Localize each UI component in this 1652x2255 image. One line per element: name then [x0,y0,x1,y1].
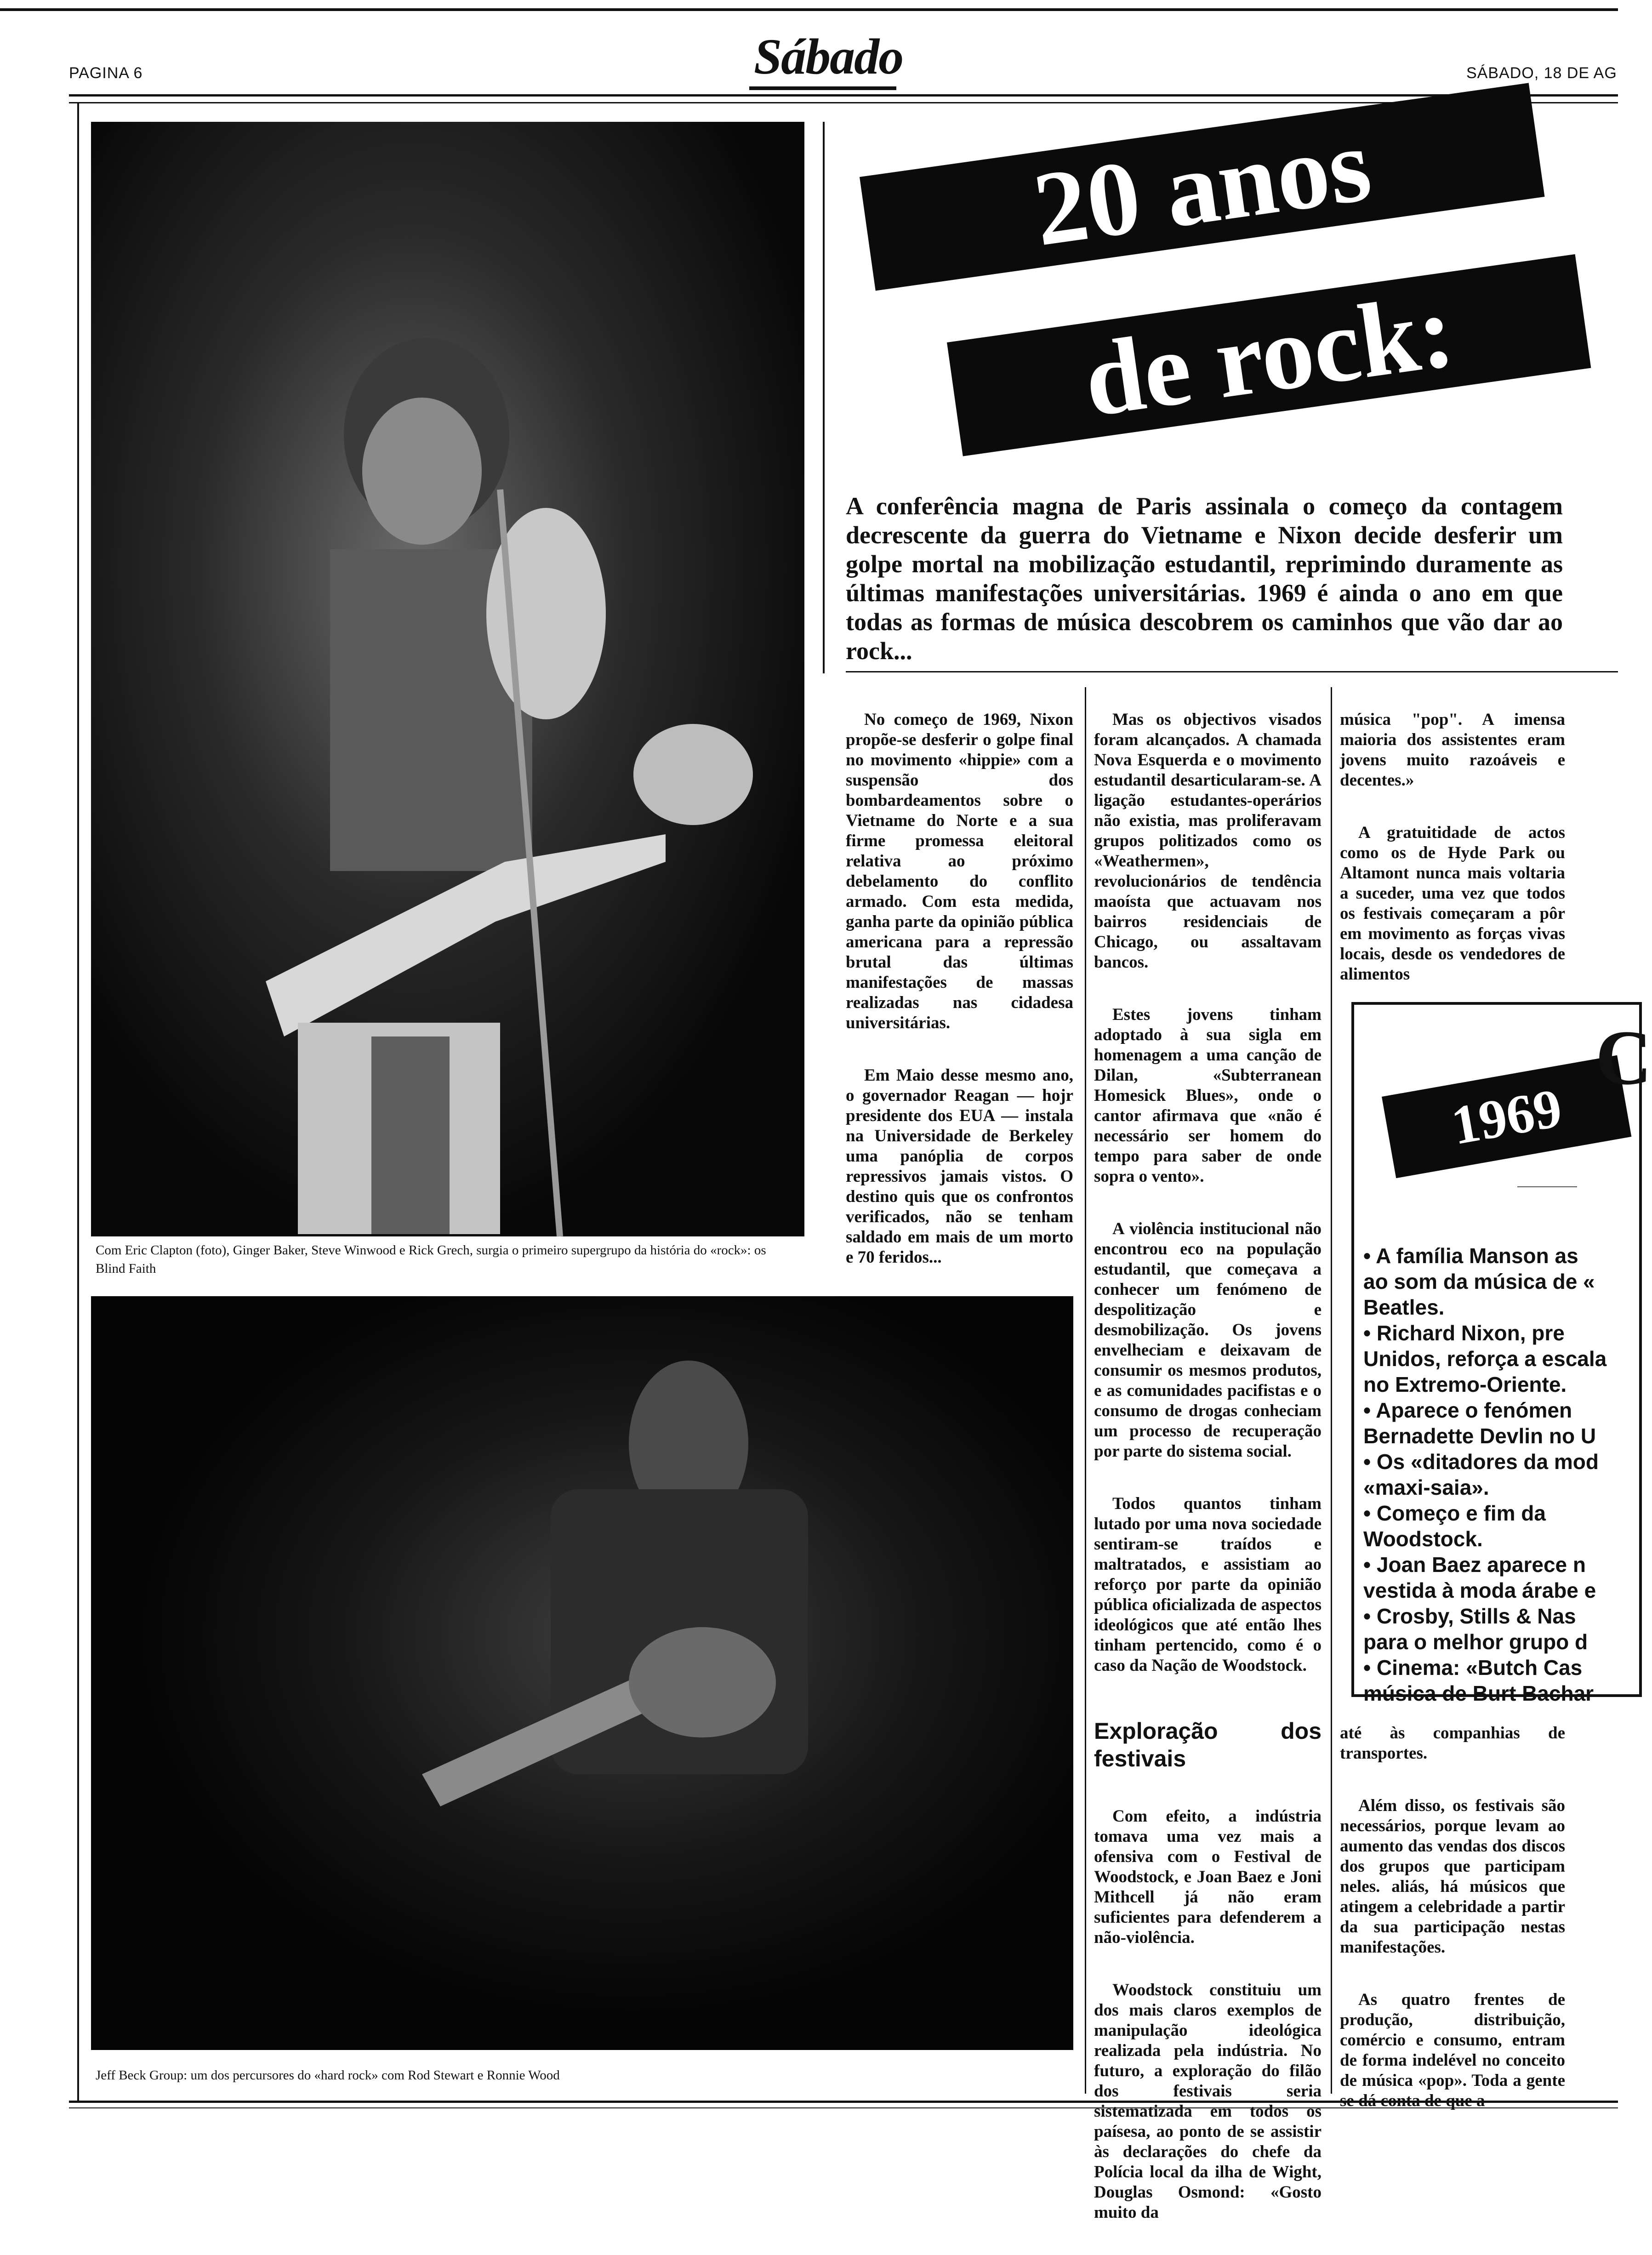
article-column-1 [846,689,1073,1300]
article-column-3-bottom [1340,1703,1565,2143]
col2-paragraph-3: A violência institucional não encontrou eco na população estudantil, que começava a conhecer um fenómeno de despolitização e desmobilização. Os jovens envelheciam e deixavam de consumir os mesmos produtos, e as comunidades pacifistas e o consumo de drogas conheciam um processo de recuperação por parte do sistema social. [1094,1219,1322,1461]
col2-paragraph-5: Com efeito, a indústria tomava uma vez mais a ofensiva com o Festival de Woodstock, e Joan Baez e Joni Mithcell já não eram suficientes para defenderem a não-violência. [1094,1807,1322,1947]
col2-paragraph-2: Estes jovens tinham adoptado à sua sigla em homenagem a uma canção de Dilan, «Subterranean Homesick Blues», onde o cantor afirmava que «não é necessário ser homem do tempo para saber de onde sopra o vento». [1094,1005,1322,1186]
chronology-item: • Aparece o fenómen [1363,1398,1572,1422]
chronology-item: • Richard Nixon, pre [1363,1321,1565,1345]
chronology-item: • Os «ditadores da mod [1363,1450,1599,1474]
col2-paragraph-1: Mas os objectivos visados foram alcançados. A chamada Nova Esquerda e o movimento estudantil desarticularam-se. A ligação estudantes-operários não existia, mas proliferavam grupos politizados como os «Weathermen», revolucionários de tendência maoísta que actuavam nos bairros residenciais de Chicago, ou assaltavam bancos. [1094,710,1322,972]
chronology-item: para o melhor grupo d [1363,1630,1588,1654]
headline-text-2: de rock: [1077,271,1461,439]
chronology-item: • Crosby, Stills & Nas [1363,1604,1576,1628]
year-text: 1969 [1447,1076,1567,1156]
column-rule-1 [1085,687,1086,2094]
chronology-item: • Cinema: «Butch Cas [1363,1656,1583,1680]
chronology-item: Bernadette Devlin no U [1363,1424,1596,1448]
article-column-3-top [1340,689,1565,1017]
chronology-list [1363,1244,1630,1707]
col2-paragraph-4: Todos quantos tinham lutado por uma nova sociedade sentiram-se traídos e maltratados, e assistiam ao reforço por parte da opinião pública oficializada de aspectos ideológicos que até então lhes tinham pertencido, como é o caso da Nação de Woodstock. [1094,1494,1322,1675]
chronology-item: música de Burt Bachar [1363,1681,1594,1705]
chronology-item: • A família Manson as [1363,1244,1578,1268]
chronology-item: • Começo e fim da [1363,1501,1546,1525]
chronology-item: no Extremo-Oriente. [1363,1372,1567,1396]
headline-line-2 [947,254,1591,456]
header-rule [69,94,1618,97]
page-number: PAGINA 6 [69,64,143,82]
photo-jeff-beck-group [91,1296,1073,2050]
lead-bottom-rule [846,671,1618,672]
col3-paragraph-1: música "pop". A imensa maioria dos assistentes eram jovens muito razoáveis e decentes.» [1340,710,1565,790]
col3-paragraph-3: até às companhias de transportes. [1340,1724,1565,1763]
chronology-item: Beatles. [1363,1295,1445,1319]
col1-paragraph-1: No começo de 1969, Nixon propõe-se desferir o golpe final no movimento «hippie» com a suspensão dos bombardeamentos sobre o Vietname do Norte e a sua firme promessa eleitoral relativa ao próximo debelamento do conflito armado. Com esta medida, ganha parte da opinião pública americana para a repressão brutal das últimas manifestações de massas realizadas nas cidadesa universitárias. [846,710,1073,1032]
photo-caption-bottom: Jeff Beck Group: um dos percursores do «hard rock» com Rod Stewart e Ronnie Wood [96,2068,560,2083]
headline-line-1 [860,83,1544,290]
box-title-fragment: C [1595,1014,1652,1101]
headline-text-1: 20 anos [1026,105,1378,268]
masthead-logo: Sábado [754,28,903,85]
chronology-box [1351,1002,1652,1705]
column-rule-2 [1331,687,1332,2094]
chronology-item: Unidos, reforça a escala [1363,1347,1607,1371]
col2-paragraph-6: Woodstock constituiu um dos mais claros exemplos de manipulação ideológica realizada pela indústria. No futuro, a exploração do filão dos festivais seria sistematizada em todos os paísesa, ao ponto de se assistir às declarações do chefe da Polícia local da ilha de Wight, Douglas Osmond: «Gosto muito da [1094,1981,1322,2222]
headline-column-rule [823,122,825,673]
chronology-item: • Joan Baez aparece n [1363,1553,1586,1577]
chronology-item: ao som da música de « [1363,1270,1595,1293]
col2-subhead: Exploração dos festivais [1094,1718,1322,1771]
top-border [0,8,1618,11]
year-banner [1382,1055,1631,1179]
masthead-underline [749,86,896,90]
lead-paragraph: A conferência magna de Paris assinala o começo da contagem decrescente da guerra do Vietname e Nixon decide desferir um golpe mortal na mobilização estudantil, reprimindo duramente as últimas manifestações universitárias. 1969 é ainda o ano em que todas as formas de música descobrem os caminhos que vão dar ao rock... [846,492,1563,665]
chronology-item: «maxi-saia». [1363,1475,1489,1499]
concert-photo-image [91,122,804,1236]
col1-paragraph-2: Em Maio desse mesmo ano, o governador Reagan — hojr presidente dos EUA — instala na Universidade de Berkeley uma panóplia de corpos repressivos jamais vistos. O destino quis que os confrontos verificados, não se tenham saldado em mais de um morto e 70 feridos... [846,1066,1073,1267]
col3-paragraph-2: A gratuitidade de actos como os de Hyde Park ou Altamont nunca mais voltaria a suceder, uma vez que todos os festivais começaram a pôr em movimento as forças vivas locais, desde os vendedores de alimentos [1340,823,1565,984]
photo-eric-clapton [91,122,804,1236]
issue-date: SÁBADO, 18 DE AG [1466,64,1617,82]
guitarist-photo-image [91,1296,1073,2050]
photo-caption-top: Com Eric Clapton (foto), Ginger Baker, Steve Winwood e Rick Grech, surgia o primeiro supergrupo da história do «rock»: os Blind Faith [96,1243,766,1276]
left-border [77,102,79,2101]
chronology-item: vestida à moda árabe e [1363,1578,1596,1602]
col3-paragraph-5: As quatro frentes de produção, distribuição, comércio e consumo, entram de forma indelével no conceito de música «pop». Toda a gente se dá conta de que a [1340,1990,1565,2110]
chronology-item: Woodstock. [1363,1527,1483,1551]
box-divider [1517,1186,1577,1187]
article-column-2 [1094,689,1322,2255]
col3-paragraph-4: Além disso, os festivais são necessários, porque levam ao aumento das vendas dos discos dos grupos que participam neles. aliás, há músicos que atingem a celebridade a partir da sua participação nestas manifestações. [1340,1796,1565,1957]
